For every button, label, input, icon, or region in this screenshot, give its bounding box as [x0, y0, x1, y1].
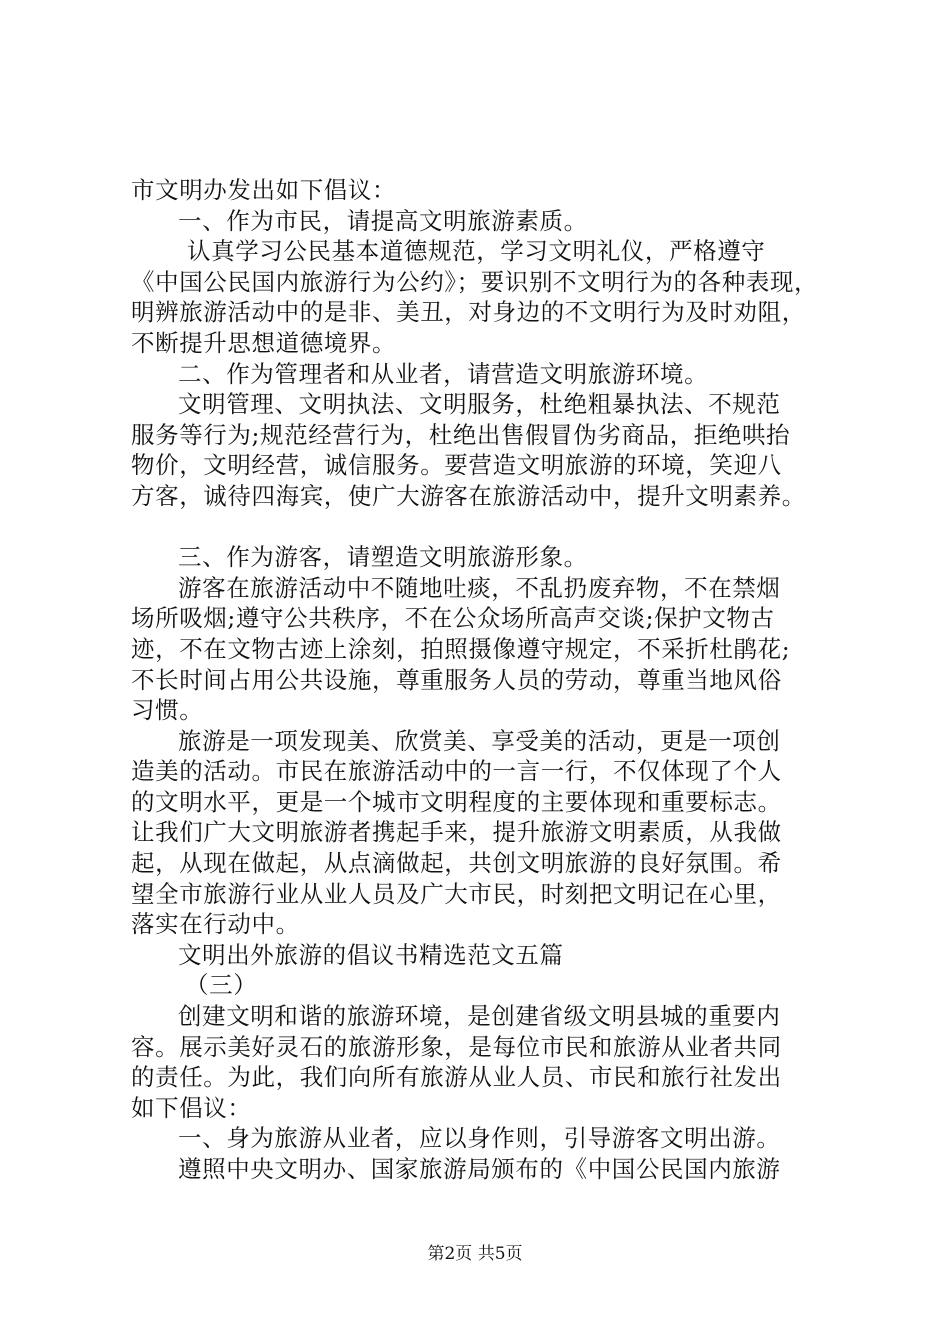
- text-line: 不断提升思想道德境界。: [131, 328, 397, 357]
- article-title: 文明出外旅游的倡议书精选范文五篇: [178, 940, 564, 969]
- text-line: 明辨旅游活动中的是非、美丑，对身边的不文明行为及时劝阻，: [131, 298, 806, 327]
- text-line: 方客，诚待四海宾，使广大游客在旅游活动中，提升文明素养。: [131, 481, 806, 510]
- document-body: [131, 175, 836, 1185]
- text-line: 创建文明和谐的旅游环境，是创建省级文明县城的重要内: [178, 1002, 781, 1031]
- text-line: 容。展示美好灵石的旅游形象，是每位市民和旅游从业者共同: [131, 1032, 782, 1061]
- text-line: 物价，文明经营，诚信服务。要营造文明旅游的环境，笑迎八: [131, 451, 782, 480]
- text-line: 场所吸烟;遵守公共秩序，不在公众场所高声交谈;保护文物古: [131, 604, 775, 633]
- text-line: 游客在旅游活动中不随地吐痰，不乱扔废弃物，不在禁烟: [178, 573, 781, 602]
- text-line: 让我们广大文明旅游者携起手来，提升旅游文明素质，从我做: [131, 818, 782, 847]
- text-line: 造美的活动。市民在旅游活动中的一言一行，不仅体现了个人: [131, 757, 782, 786]
- text-line: 习惯。: [131, 696, 204, 725]
- text-line: 市文明办发出如下倡议：: [131, 176, 397, 204]
- text-line: 望全市旅游行业从业人员及广大市民，时刻把文明记在心里，: [131, 879, 782, 908]
- section-heading: 三、作为游客，请塑造文明旅游形象。: [178, 543, 588, 572]
- text-line: 《中国公民国内旅游行为公约》；要识别不文明行为的各种表现，: [131, 267, 819, 296]
- text-line: 文明管理、文明执法、文明服务，杜绝粗暴执法、不规范: [178, 390, 781, 419]
- section-heading: 一、身为旅游从业者，应以身作则，引导游客文明出游。: [178, 1124, 781, 1153]
- page-number-footer: 第2页 共5页: [427, 1244, 523, 1264]
- text-line: 如下倡议：: [131, 1093, 252, 1122]
- text-line: 落实在行动中。: [131, 910, 300, 939]
- article-number: （三）: [185, 971, 258, 1000]
- text-line: 起，从现在做起，从点滴做起，共创文明旅游的良好氛围。希: [131, 849, 782, 878]
- text-line: 的文明水平，更是一个城市文明程度的主要体现和重要标志。: [131, 787, 782, 816]
- section-heading: 一、作为市民，请提高文明旅游素质。: [178, 206, 588, 235]
- text-line: 迹，不在文物古迹上涂刻，拍照摄像遵守规定，不采折杜鹃花;: [131, 634, 791, 663]
- blank-line: [131, 512, 836, 543]
- text-line: 不长时间占用公共设施，尊重服务人员的劳动，尊重当地风俗: [131, 665, 782, 694]
- text-line: 旅游是一项发现美、欣赏美、享受美的活动，更是一项创: [178, 726, 781, 755]
- text-line: 遵照中央文明办、国家旅游局颁布的《中国公民国内旅游: [178, 1155, 781, 1183]
- text-line: 服务等行为;规范经营行为，杜绝出售假冒伪劣商品，拒绝哄抬: [131, 420, 791, 449]
- section-heading: 二、作为管理者和从业者，请营造文明旅游环境。: [178, 359, 709, 388]
- text-line: 的责任。为此，我们向所有旅游从业人员、市民和旅行社发出: [131, 1063, 782, 1092]
- text-line: 认真学习公民基本道德规范，学习文明礼仪，严格遵守: [187, 237, 766, 266]
